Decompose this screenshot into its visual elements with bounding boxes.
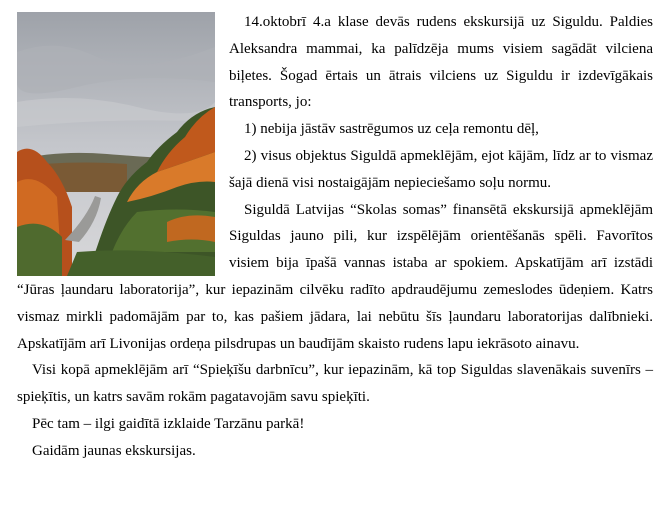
photo-spacer <box>17 9 215 275</box>
paragraph-closing: Gaidām jaunas ekskursijas. <box>32 442 196 459</box>
paragraph-tarzan-park: Pēc tam – ilgi gaidītā izklaide Tarzānu parkā! <box>32 415 305 432</box>
paragraph-reason-2: 2) visus objektus Siguldā apmeklējām, ejot kājām, līdz ar to vismaz šajā dienā visi nostaigājām nepieciešamo soļu normu. <box>229 147 653 191</box>
paragraph-reason-1: 1) nebija jāstāv sastrēgumos uz ceļa remontu dēļ, <box>244 121 539 138</box>
article-text <box>17 9 653 465</box>
paragraph-castle-visit: Siguldā Latvijas “Skolas somas” finansētā ekskursijā apmeklējām Siguldas jauno pili, kur izspēlējām orientēšanās spēli. Favorītos visiem bija īpašā vannas istaba ar spokiem. Apskatījām arī izstādi “Jūras ļaundaru laboratorija”, kur iepazinām cilvēku radīto apdraudējumu zemeslodes ūdeņiem. Katrs vismaz mirkli padomājām par to, kas pašiem jādara, lai nebūtu šīs ļaundaru laboratorijas dalībnieki. Apskatījām arī Livonijas ordeņa pilsdrupas un baudījām skaisto rudens lapu iekrāsoto ainavu. <box>17 201 653 352</box>
paragraph-cane-workshop: Visi kopā apmeklējām arī “Spieķīšu darbnīcu”, kur iepazinām, kā top Siguldas slavenākais suvenīrs – spieķītis, un katrs savām rokām pagatavojām savu spieķīti. <box>17 362 653 406</box>
paragraph-intro: 14.oktobrī 4.a klase devās rudens ekskursijā uz Siguldu. Paldies Aleksandra mammai, ka palīdzēja mums visiem sagādāt vilciena biļetes. Šogad ērtais un ātrais vilciens uz Siguldu ir izdevīgākais transports, jo: <box>229 14 653 111</box>
